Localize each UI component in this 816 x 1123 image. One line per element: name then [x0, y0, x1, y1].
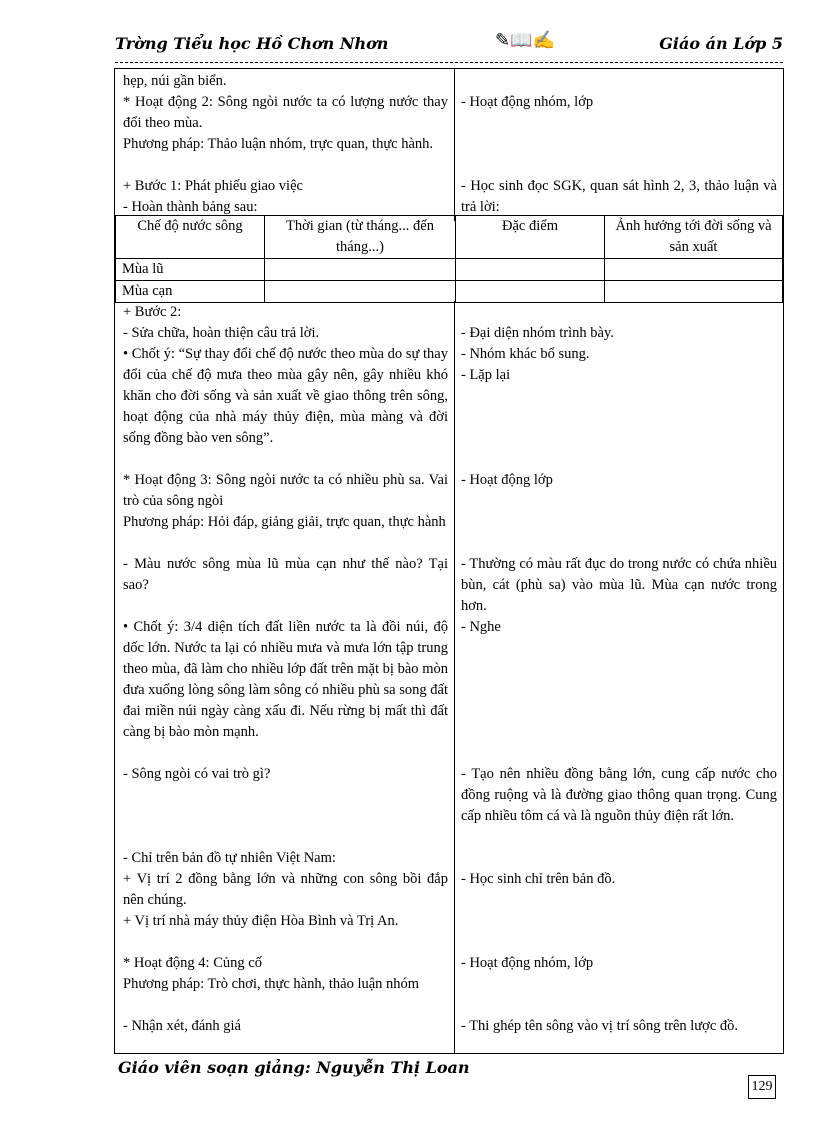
table-cell: [605, 281, 783, 303]
column-divider: [454, 69, 455, 221]
right-text-10: - Thi ghép tên sông vào vị trí sông trên lược đồ.: [461, 1018, 739, 1034]
table-row: [116, 281, 783, 303]
complete-table: - Hoàn thành bảng sau:: [123, 199, 258, 215]
activity-3-method: Phương pháp: Hỏi đáp, giảng giải, trực quan, thực hành: [123, 514, 446, 530]
right-text-1: - Hoạt động nhóm, lớp: [461, 94, 594, 110]
page-number: 129: [748, 1075, 776, 1099]
question-water-color: - Màu nước sông mùa lũ mùa cạn như thế nào? Tại sao?: [123, 556, 448, 593]
school-name: Trờng Tiểu học Hồ Chơn Nhơn: [115, 34, 389, 53]
lesson-frame: [114, 68, 784, 1054]
column-divider: [454, 301, 455, 1053]
table-cell: [265, 281, 456, 303]
table-header-row: [116, 216, 783, 259]
answer-water-color: - Thường có màu rất đục do trong nước có chứa nhiều bùn, cát (phù sa) vào mùa lũ. Mùa cạn nước trong hơn.: [461, 556, 777, 614]
table-row: [116, 259, 783, 281]
grade-label: Giáo án Lớp 5: [659, 34, 783, 53]
conclusion-2: • Chốt ý: 3/4 diện tích đất liền nước ta là đồi núi, độ dốc lớn. Nước ta lại có nhiều mưa và mưa lớn tập trung theo mùa, đã làm cho nhiều lớp đất trên mặt bị bào mòn đưa xuống lòng sông làm sông có nhiều phù sa song đất đai miền núi ngày càng xấu đi. Nếu rừng bị mất thì đất càng bị bào mòn mạnh.: [123, 619, 448, 740]
table-header: Đặc điểm: [456, 216, 605, 259]
right-text-8: - Học sinh chỉ trên bản đồ.: [461, 871, 616, 887]
map-task-1: + Vị trí 2 đồng bằng lớn và những con sông bồi đắp nên chúng.: [123, 871, 448, 908]
right-text-3: - Đại diện nhóm trình bày.: [461, 325, 614, 341]
right-text-4: - Nhóm khác bổ sung.: [461, 346, 590, 362]
table-cell: [605, 259, 783, 281]
table-header: Ảnh hưởng tới đời sống và sản xuất: [605, 216, 783, 259]
map-task-2: + Vị trí nhà máy thủy điện Hòa Bình và Trị An.: [123, 913, 399, 929]
page-header: [115, 32, 783, 63]
activity-4-title: * Hoạt động 4: Củng cố: [123, 955, 262, 971]
activity-3-title: * Hoạt động 3: Sông ngòi nước ta có nhiều phù sa. Vai trò của sông ngòi: [123, 472, 448, 509]
right-text-6: - Hoạt động lớp: [461, 472, 553, 488]
table-header: Thời gian (từ tháng... đến tháng...): [265, 216, 456, 259]
right-text-5: - Lặp lại: [461, 367, 511, 383]
question-river-role: - Sông ngòi có vai trò gì?: [123, 766, 271, 782]
water-regime-table: [115, 215, 783, 303]
step-1: + Bước 1: Phát phiếu giao việc: [123, 178, 303, 194]
left-text-1: hẹp, núi gần biển.: [123, 73, 227, 89]
map-instruction: - Chỉ trên bản đồ tự nhiên Việt Nam:: [123, 850, 336, 866]
activity-4-method: Phương pháp: Trò chơi, thực hành, thảo luận nhóm: [123, 976, 420, 992]
right-text-9: - Hoạt động nhóm, lớp: [461, 955, 594, 971]
teacher-signature: Giáo viên soạn giảng: Nguyễn Thị Loan: [118, 1058, 470, 1077]
right-text-2: - Học sinh đọc SGK, quan sát hình 2, 3, thảo luận và trả lời:: [461, 178, 777, 215]
conclusion-1: • Chốt ý: “Sự thay đổi chế độ nước theo mùa do sự thay đổi của chế độ mưa theo mùa gây nên, gây nhiều khó khăn cho đời sống và sản xuất về giao thông trên sông, hoạt động của nhà máy thủy điện, mùa màng và đời sống đồng bào ven sông”.: [123, 346, 448, 446]
answer-river-role: - Tạo nên nhiều đồng bằng lớn, cung cấp nước cho đồng ruộng và là đường giao thông quan trọng. Cung cấp nhiều tôm cá và là nguồn thủy điện rất lớn.: [461, 766, 777, 824]
table-cell: Mùa cạn: [116, 281, 265, 303]
table-header: Chế độ nước sông: [116, 216, 265, 259]
table-cell: [265, 259, 456, 281]
step-2: + Bước 2:: [123, 304, 182, 320]
table-cell: [456, 259, 605, 281]
right-text-7: - Nghe: [461, 619, 501, 635]
table-cell: [456, 281, 605, 303]
activity-2-title: * Hoạt động 2: Sông ngòi nước ta có lượng nước thay đổi theo mùa.: [123, 94, 448, 131]
activity-2-method: Phương pháp: Thảo luận nhóm, trực quan, thực hành.: [123, 136, 434, 152]
evaluation: - Nhận xét, đánh giá: [123, 1018, 241, 1034]
book-ornament-icon: ✎📖✍: [495, 30, 555, 51]
revise-answer: - Sửa chữa, hoàn thiện câu trả lời.: [123, 325, 320, 341]
table-cell: Mùa lũ: [116, 259, 265, 281]
